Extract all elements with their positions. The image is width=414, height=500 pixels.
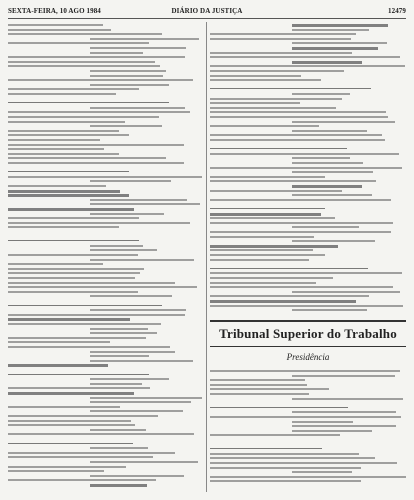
text-line-placeholder	[210, 56, 400, 58]
text-line-placeholder	[210, 148, 347, 149]
text-line-placeholder	[210, 305, 403, 307]
text-line-placeholder	[8, 282, 175, 284]
text-line-placeholder	[8, 263, 103, 265]
text-line-placeholder	[8, 222, 190, 224]
text-line-placeholder	[8, 217, 139, 219]
text-line-placeholder	[210, 208, 325, 209]
text-line-placeholder	[210, 393, 309, 395]
text-line-placeholder	[8, 190, 120, 193]
text-line-placeholder	[90, 180, 171, 182]
text-line-placeholder	[8, 341, 110, 343]
text-line-placeholder	[8, 111, 190, 113]
text-line-placeholder	[210, 111, 386, 113]
text-line-placeholder	[8, 291, 138, 293]
text-line-placeholder	[210, 282, 316, 284]
tst-body-text	[210, 368, 406, 488]
text-line-placeholder	[210, 213, 321, 216]
text-line-placeholder	[292, 240, 375, 242]
tst-section	[210, 320, 406, 490]
text-line-placeholder	[210, 176, 325, 178]
text-line-placeholder	[8, 42, 149, 44]
text-line-placeholder	[210, 33, 356, 35]
text-line-placeholder	[210, 268, 368, 269]
text-line-placeholder	[210, 79, 321, 81]
text-line-placeholder	[210, 300, 356, 303]
text-line-placeholder	[210, 231, 391, 233]
text-line-placeholder	[8, 479, 156, 481]
text-line-placeholder	[210, 190, 342, 192]
text-line-placeholder	[210, 434, 340, 436]
text-line-placeholder	[210, 277, 333, 279]
text-line-placeholder	[292, 398, 403, 400]
header-rule	[8, 18, 406, 19]
text-line-placeholder	[210, 457, 375, 459]
text-line-placeholder	[8, 79, 193, 81]
text-line-placeholder	[210, 467, 361, 469]
text-line-placeholder	[90, 75, 163, 77]
text-line-placeholder	[292, 29, 369, 31]
text-line-placeholder	[292, 375, 395, 377]
text-line-placeholder	[292, 61, 362, 64]
text-line-placeholder	[210, 134, 382, 136]
text-line-placeholder	[8, 24, 103, 26]
text-line-placeholder	[90, 447, 148, 449]
text-line-placeholder	[90, 401, 191, 403]
text-line-placeholder	[8, 420, 131, 422]
text-line-placeholder	[8, 314, 185, 316]
text-line-placeholder	[8, 466, 126, 468]
text-line-placeholder	[90, 199, 187, 201]
text-line-placeholder	[292, 24, 388, 27]
text-line-placeholder	[292, 430, 372, 432]
text-line-placeholder	[90, 475, 184, 477]
text-line-placeholder	[90, 410, 183, 412]
text-line-placeholder	[8, 153, 119, 155]
text-line-placeholder	[210, 379, 305, 381]
text-line-placeholder	[8, 171, 129, 172]
text-line-placeholder	[210, 448, 322, 449]
text-line-placeholder	[90, 484, 147, 487]
text-line-placeholder	[8, 254, 138, 256]
header-page-number: 12479	[388, 7, 406, 15]
text-line-placeholder	[90, 52, 143, 54]
left-column-text	[8, 22, 203, 492]
text-line-placeholder	[90, 332, 157, 334]
text-line-placeholder	[90, 213, 164, 215]
text-line-placeholder	[210, 272, 402, 274]
header-publication: DIÁRIO DA JUSTIÇA	[171, 7, 243, 15]
text-line-placeholder	[90, 355, 149, 357]
text-line-placeholder	[8, 433, 194, 435]
tst-title: Tribunal Superior do Trabalho	[219, 326, 397, 341]
text-line-placeholder	[210, 75, 301, 77]
text-line-placeholder	[90, 259, 194, 261]
column-divider	[206, 22, 207, 492]
text-line-placeholder	[292, 162, 363, 164]
text-line-placeholder	[8, 65, 160, 67]
text-line-placeholder	[210, 416, 401, 418]
text-line-placeholder	[210, 38, 351, 40]
text-line-placeholder	[210, 384, 307, 386]
text-line-placeholder	[292, 93, 350, 95]
text-line-placeholder	[210, 259, 309, 261]
text-line-placeholder	[90, 107, 185, 109]
text-line-placeholder	[210, 236, 314, 238]
text-line-placeholder	[292, 47, 378, 50]
text-line-placeholder	[8, 318, 130, 321]
text-line-placeholder	[8, 387, 150, 389]
text-line-placeholder	[210, 388, 329, 390]
text-line-placeholder	[8, 102, 169, 103]
text-line-placeholder	[210, 70, 344, 72]
text-line-placeholder	[292, 185, 362, 188]
text-line-placeholder	[292, 291, 400, 293]
text-line-placeholder	[210, 480, 361, 482]
tst-top-rule	[210, 320, 406, 322]
text-line-placeholder	[90, 429, 146, 431]
text-line-placeholder	[292, 471, 352, 473]
text-line-placeholder	[8, 61, 155, 63]
text-line-placeholder	[292, 42, 387, 44]
text-line-placeholder	[8, 337, 146, 339]
text-line-placeholder	[210, 462, 397, 464]
text-line-placeholder	[8, 272, 140, 274]
text-line-placeholder	[292, 130, 367, 132]
text-line-placeholder	[292, 421, 353, 423]
text-line-placeholder	[8, 33, 162, 35]
text-line-placeholder	[210, 153, 399, 155]
text-line-placeholder	[8, 185, 106, 187]
text-line-placeholder	[8, 121, 125, 123]
text-line-placeholder	[292, 157, 350, 159]
tst-mid-rule	[210, 346, 406, 347]
text-line-placeholder	[210, 180, 376, 182]
text-line-placeholder	[210, 295, 369, 297]
text-line-placeholder	[292, 171, 373, 173]
text-line-placeholder	[8, 286, 197, 288]
text-line-placeholder	[90, 203, 200, 205]
text-line-placeholder	[292, 411, 396, 413]
text-line-placeholder	[8, 364, 108, 367]
text-line-placeholder	[8, 346, 170, 348]
text-line-placeholder	[210, 370, 400, 372]
text-line-placeholder	[210, 139, 385, 141]
text-line-placeholder	[8, 406, 120, 408]
text-line-placeholder	[90, 360, 193, 362]
text-line-placeholder	[8, 392, 134, 395]
text-line-placeholder	[210, 98, 342, 100]
text-line-placeholder	[8, 240, 139, 241]
text-line-placeholder	[292, 121, 395, 123]
text-line-placeholder	[8, 93, 116, 95]
text-line-placeholder	[210, 88, 371, 89]
text-line-placeholder	[8, 305, 162, 306]
text-line-placeholder	[90, 84, 169, 86]
text-line-placeholder	[210, 116, 388, 118]
text-line-placeholder	[90, 47, 186, 49]
text-line-placeholder	[90, 309, 186, 311]
text-line-placeholder	[8, 443, 133, 444]
text-line-placeholder	[90, 351, 175, 353]
text-line-placeholder	[8, 157, 166, 159]
text-line-placeholder	[8, 139, 100, 141]
text-line-placeholder	[210, 249, 313, 251]
text-line-placeholder	[292, 309, 367, 311]
text-line-placeholder	[292, 425, 396, 427]
text-line-placeholder	[210, 107, 336, 109]
text-line-placeholder	[8, 470, 104, 472]
text-line-placeholder	[8, 277, 135, 279]
text-line-placeholder	[210, 102, 300, 104]
text-line-placeholder	[8, 456, 153, 458]
text-line-placeholder	[8, 130, 119, 132]
text-line-placeholder	[8, 194, 129, 197]
text-line-placeholder	[210, 245, 338, 248]
text-line-placeholder	[210, 125, 319, 127]
text-line-placeholder	[210, 407, 348, 408]
text-line-placeholder	[210, 52, 352, 54]
tst-subtitle: Presidência	[286, 352, 330, 362]
text-line-placeholder	[210, 199, 391, 201]
text-line-placeholder	[8, 374, 149, 375]
text-line-placeholder	[210, 476, 406, 478]
text-line-placeholder	[90, 125, 162, 127]
text-line-placeholder	[8, 88, 139, 90]
text-line-placeholder	[8, 226, 119, 228]
text-line-placeholder	[8, 452, 175, 454]
text-line-placeholder	[210, 286, 393, 288]
text-line-placeholder	[90, 461, 198, 463]
text-line-placeholder	[210, 254, 325, 256]
page-header	[8, 6, 406, 18]
text-line-placeholder	[90, 397, 202, 399]
text-line-placeholder	[8, 208, 134, 211]
header-date: SEXTA-FEIRA, 10 AGO 1984	[8, 7, 101, 15]
text-line-placeholder	[210, 167, 402, 169]
text-line-placeholder	[210, 453, 359, 455]
text-line-placeholder	[8, 424, 135, 426]
text-line-placeholder	[210, 217, 335, 219]
text-line-placeholder	[8, 162, 184, 164]
text-line-placeholder	[90, 383, 142, 385]
text-line-placeholder	[8, 29, 111, 31]
text-line-placeholder	[8, 116, 159, 118]
text-line-placeholder	[8, 148, 104, 150]
text-line-placeholder	[90, 295, 172, 297]
text-line-placeholder	[8, 144, 184, 146]
text-line-placeholder	[292, 194, 372, 196]
text-line-placeholder	[90, 70, 166, 72]
text-line-placeholder	[8, 134, 129, 136]
text-line-placeholder	[8, 323, 161, 325]
text-line-placeholder	[90, 38, 199, 40]
text-line-placeholder	[8, 415, 158, 417]
text-line-placeholder	[210, 65, 405, 67]
text-line-placeholder	[8, 268, 144, 270]
text-line-placeholder	[8, 176, 202, 178]
text-line-placeholder	[90, 328, 148, 330]
text-line-placeholder	[90, 245, 143, 247]
text-line-placeholder	[90, 378, 169, 380]
text-line-placeholder	[292, 226, 359, 228]
text-line-placeholder	[210, 222, 393, 224]
text-line-placeholder	[8, 56, 185, 58]
text-line-placeholder	[90, 249, 157, 251]
